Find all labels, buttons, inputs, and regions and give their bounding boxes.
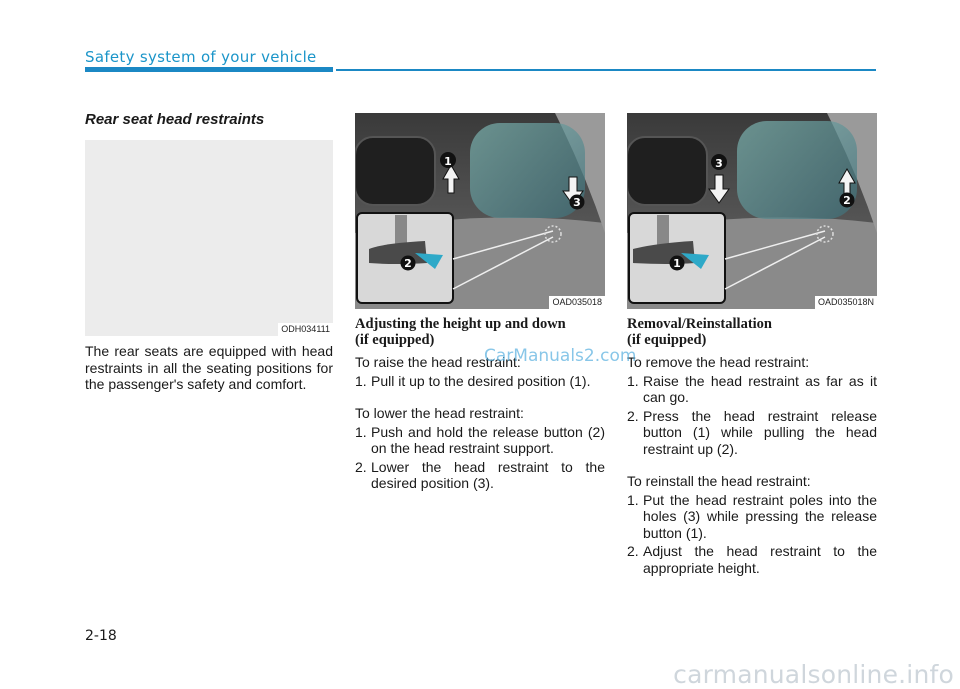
list-item — [627, 373, 877, 406]
page-title: Rear seat head restraints — [85, 111, 265, 128]
callout-3: 3 — [715, 157, 723, 170]
adjust-heading-line1: Adjusting the height up and down — [355, 316, 566, 332]
removal-heading-line2: (if equipped) — [627, 332, 707, 348]
header-rule-thin — [336, 69, 876, 71]
image-code: OAD035018 — [549, 296, 605, 309]
callout-2: 2 — [843, 194, 851, 207]
header-rule-thick — [85, 67, 333, 72]
image-code: ODH034111 — [278, 323, 333, 336]
step-number: 1. — [627, 491, 639, 508]
removal-heading — [627, 316, 877, 348]
step-text: Raise the head restraint as far as it can go. — [643, 372, 877, 405]
list-item — [627, 543, 877, 576]
step-text: Pull it up to the desired position (1). — [371, 372, 591, 389]
step-number: 1. — [627, 372, 639, 389]
reinstall-lead: To reinstall the head restraint: — [627, 473, 811, 489]
step-text: Put the head restraint poles into the holes (3) while pressing the release button (1). — [643, 491, 877, 541]
intro-paragraph: The rear seats are equipped with head restraints in all the seating positions for the passenger's safety and comfort. — [85, 343, 333, 392]
callout-1: 1 — [673, 257, 681, 270]
adjust-heading-line2: (if equipped) — [355, 332, 435, 348]
step-number: 2. — [627, 543, 639, 559]
step-number: 2. — [627, 407, 639, 424]
step-number: 2. — [355, 458, 367, 475]
adjust-heading — [355, 316, 605, 348]
removal-instructions — [627, 354, 877, 578]
removal-illustration — [627, 113, 877, 309]
list-item — [627, 408, 877, 458]
list-item — [627, 492, 877, 542]
section-title: Safety system of your vehicle — [85, 48, 317, 66]
site-watermark: carmanualsonline.info — [673, 660, 954, 689]
page-number: 2-18 — [85, 628, 117, 644]
callout-2: 2 — [404, 257, 412, 270]
remove-lead: To remove the head restraint: — [627, 354, 810, 370]
callout-3: 3 — [573, 196, 581, 209]
removal-heading-line1: Removal/Reinstallation — [627, 316, 772, 332]
step-number: 1. — [355, 372, 367, 389]
step-text: Lower the head restraint to the desired position (3). — [371, 458, 605, 491]
step-text: Press the head restraint release button (1) while pulling the head restraint up (2). — [643, 407, 877, 457]
callout-1: 1 — [444, 155, 452, 168]
list-item — [355, 373, 605, 390]
step-text: Adjust the head restraint to the appropriate height. — [643, 543, 877, 576]
step-text: Push and hold the release button (2) on the head restraint support. — [371, 423, 605, 456]
adjust-instructions — [355, 354, 605, 494]
raise-lead: To raise the head restraint: — [355, 354, 521, 370]
carmanuals-watermark: CarManuals2.com — [484, 346, 637, 366]
image-code: OAD035018N — [815, 296, 877, 309]
lower-lead: To lower the head restraint: — [355, 405, 524, 421]
rear-seat-photo — [85, 140, 333, 336]
adjust-height-illustration — [355, 113, 605, 309]
list-item — [355, 459, 605, 492]
list-item — [355, 424, 605, 457]
step-number: 1. — [355, 423, 367, 440]
